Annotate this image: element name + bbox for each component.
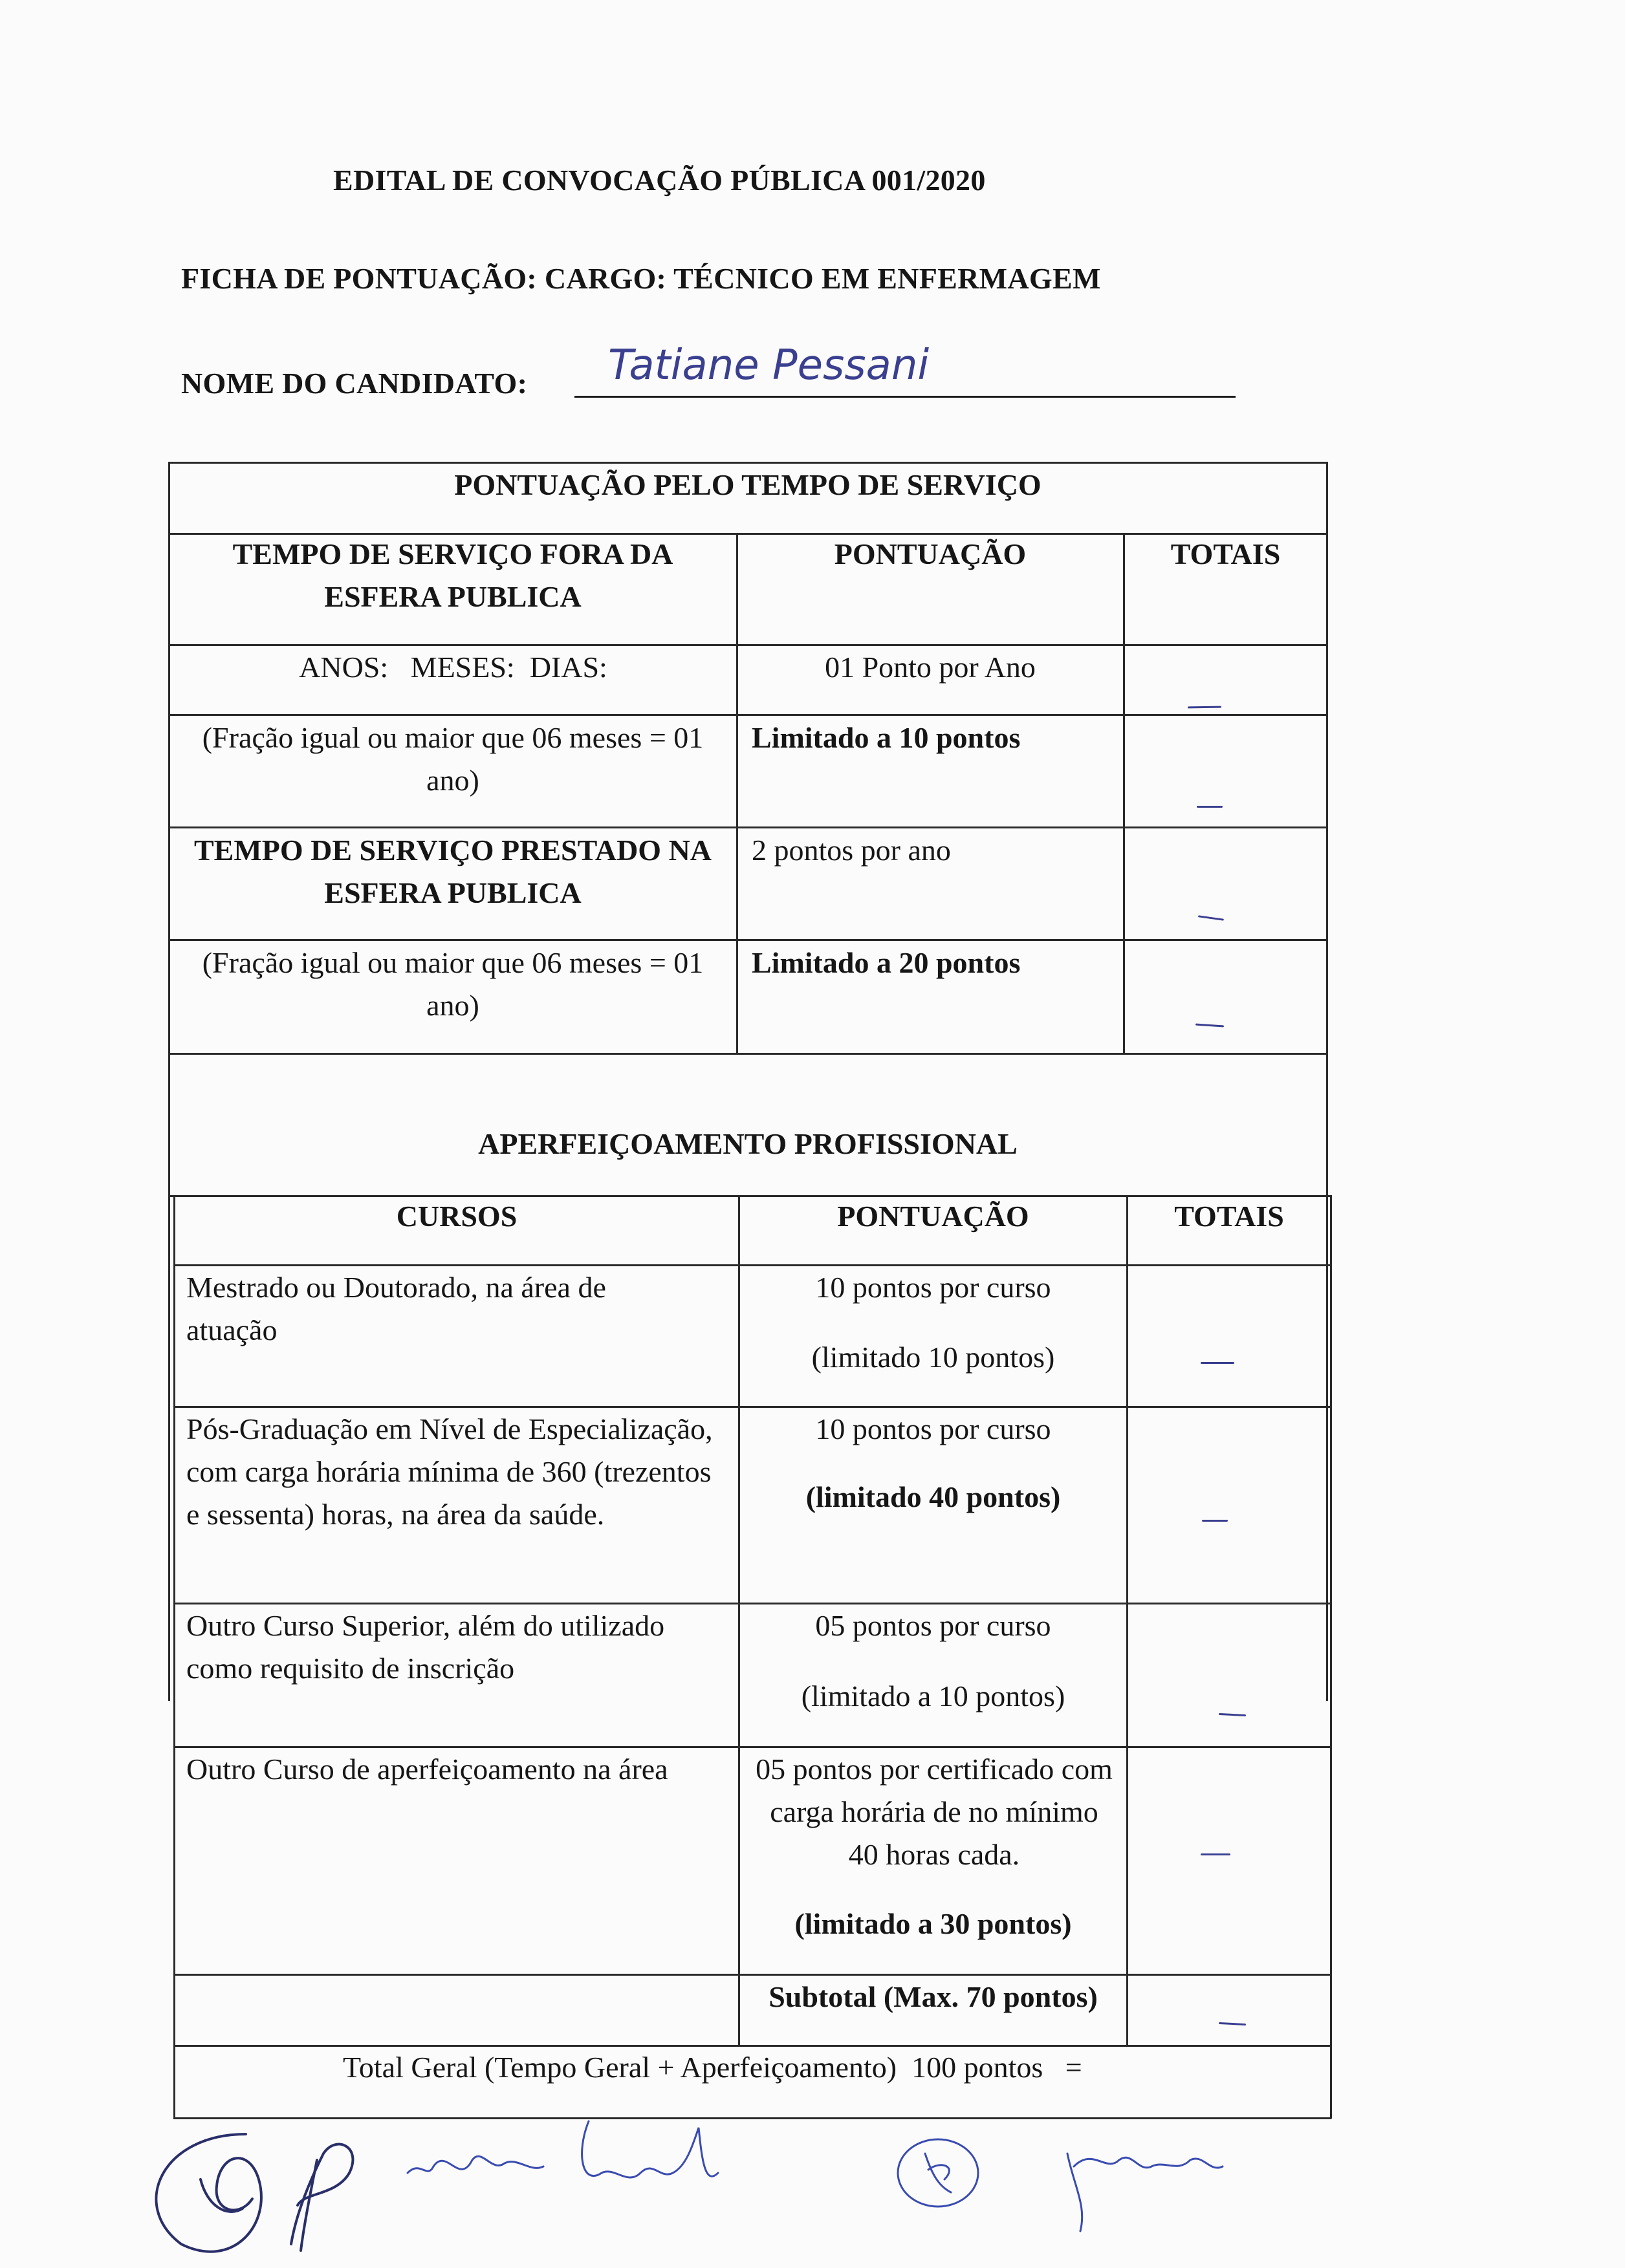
service-row-points: Limitado a 10 pontos: [752, 721, 1021, 754]
training-row-limit: (limitado 40 pontos): [805, 1480, 1061, 1513]
service-header-col1: TEMPO DE SERVIÇO FORA DA ESFERA PUBLICA: [232, 537, 673, 613]
ficha-title: FICHA DE PONTUAÇÃO: CARGO: TÉCNICO EM ENFERMAGEM: [181, 262, 1101, 295]
signature-scribbles: [123, 2076, 1287, 2257]
training-row-label: Outro Curso de aperfeiçoamento na área: [186, 1753, 668, 1786]
service-row-total: [1195, 1023, 1224, 1027]
service-row-label: (Fração igual ou maior que 06 meses = 01 ano): [202, 721, 704, 797]
training-row-limit: (limitado 10 pontos): [811, 1341, 1055, 1374]
training-row-total: [1201, 1362, 1234, 1364]
service-row-total: [1198, 915, 1224, 921]
training-header-col1: CURSOS: [396, 1200, 518, 1233]
training-header-col2: PONTUAÇÃO: [837, 1200, 1029, 1233]
service-row-points: 2 pontos por ano: [752, 834, 951, 867]
training-row-points: 10 pontos por curso: [815, 1412, 1051, 1445]
service-row-label: (Fração igual ou maior que 06 meses = 01 ano): [202, 946, 704, 1022]
training-row-total: [1201, 1853, 1230, 1855]
edital-title: EDITAL DE CONVOCAÇÃO PÚBLICA 001/2020: [333, 164, 986, 197]
candidate-name-line: [574, 393, 1236, 398]
training-row-points: 05 pontos por curso: [815, 1609, 1051, 1642]
training-row-limit: (limitado a 30 pontos): [794, 1907, 1072, 1940]
training-row-points: 05 pontos por certificado com carga horária de no mínimo 40 horas cada.: [756, 1753, 1113, 1871]
candidate-name: Tatiane Pessani: [608, 341, 930, 389]
service-row-total: [1188, 706, 1221, 709]
training-row-total: [1219, 1713, 1246, 1716]
subtotal-value: [1219, 2022, 1246, 2025]
service-section-title: PONTUAÇÃO PELO TEMPO DE SERVIÇO: [454, 468, 1042, 501]
training-section-title: APERFEIÇOAMENTO PROFISSIONAL: [478, 1127, 1018, 1160]
service-row-label: ANOS: MESES: DIAS:: [299, 651, 607, 684]
service-row-total: [1197, 806, 1223, 808]
service-header-col2: PONTUAÇÃO: [834, 537, 1027, 570]
training-row-points: 10 pontos por curso: [815, 1271, 1051, 1304]
training-row-label: Pós-Graduação em Nível de Especialização, com carga horária mínima de 360 (trezentos e sessenta) horas, na área da saúde.: [186, 1412, 713, 1531]
service-row-points: 01 Ponto por Ano: [825, 651, 1036, 684]
training-row-label: Mestrado ou Doutorado, na área de atuação: [186, 1271, 606, 1346]
training-row-total: [1202, 1520, 1228, 1522]
service-row-label: TEMPO DE SERVIÇO PRESTADO NA ESFERA PUBLICA: [193, 834, 712, 909]
training-row-label: Outro Curso Superior, além do utilizado como requisito de inscrição: [186, 1609, 665, 1685]
training-row-limit: (limitado a 10 pontos): [801, 1679, 1065, 1712]
service-row-points: Limitado a 20 pontos: [752, 946, 1021, 979]
grand-total-label: Total Geral (Tempo Geral + Aperfeiçoamento) 100 pontos =: [343, 2051, 1082, 2084]
training-header-col3: TOTAIS: [1174, 1200, 1284, 1233]
service-header-col3: TOTAIS: [1170, 537, 1281, 570]
subtotal-label: Subtotal (Max. 70 pontos): [769, 1980, 1098, 2013]
candidate-label: NOME DO CANDIDATO:: [181, 367, 528, 400]
